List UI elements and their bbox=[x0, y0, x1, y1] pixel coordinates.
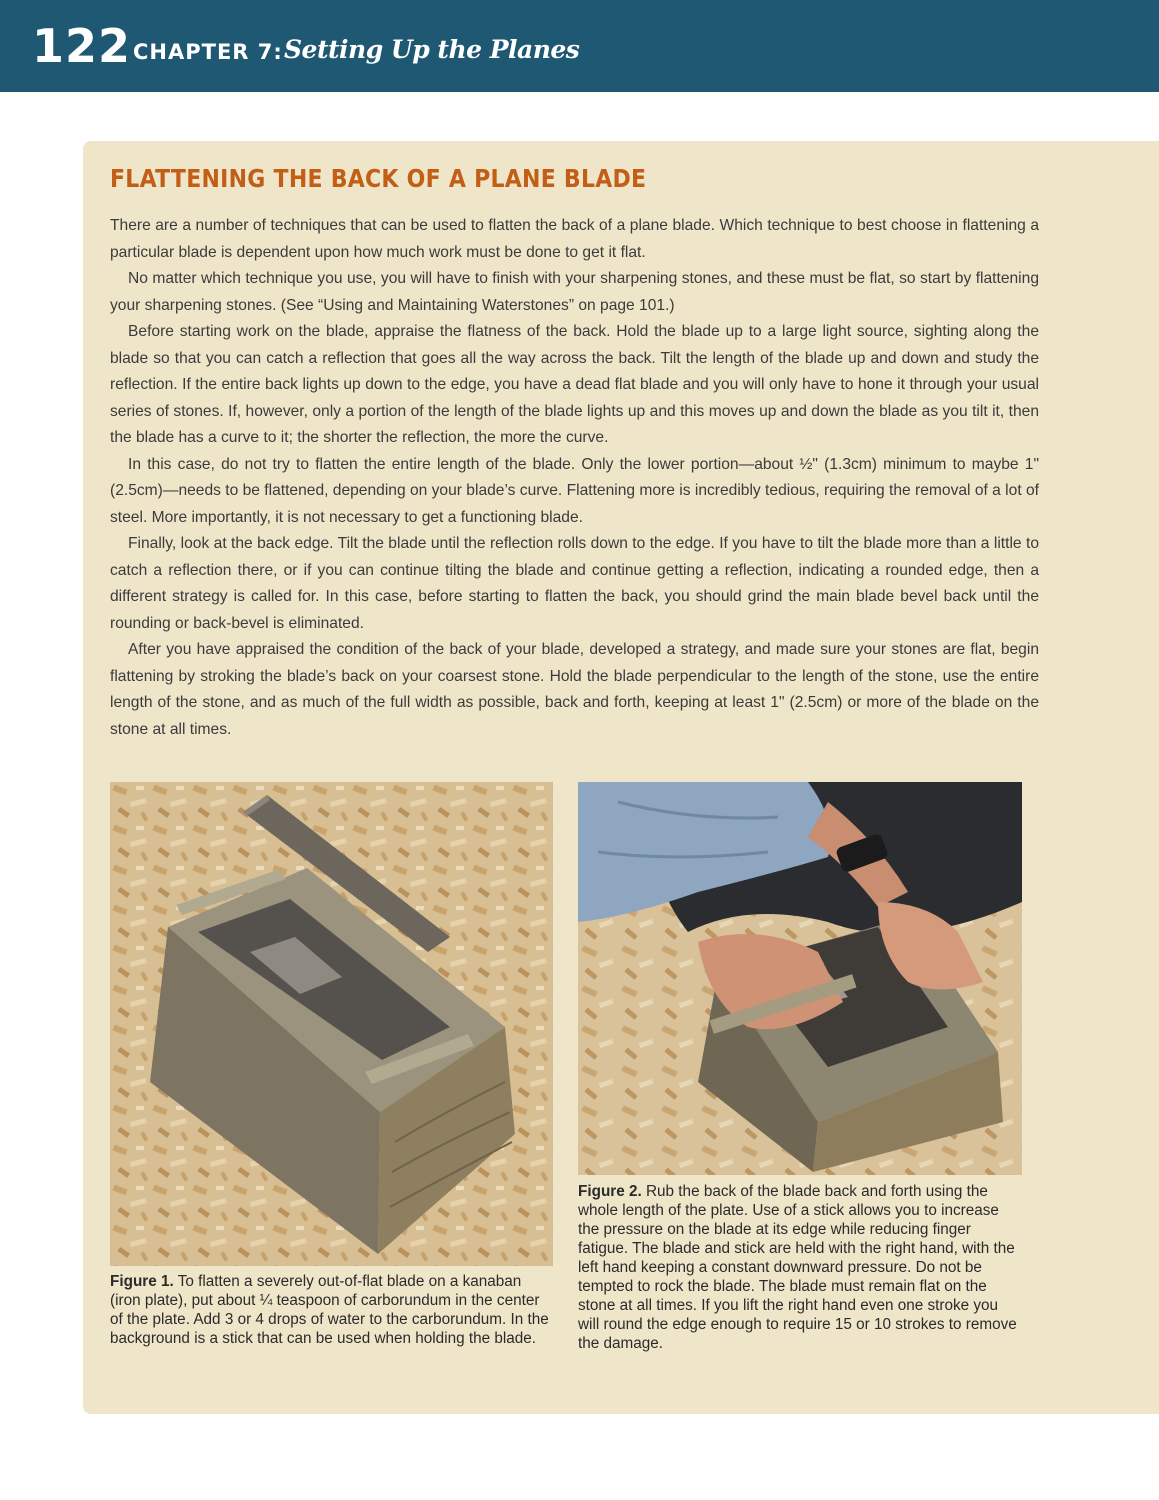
paragraph: Finally, look at the back edge. Tilt the blade until the reflection rolls down to the edge. If you have to tilt the blade more than a little to catch a reflection there, or if you can continue tilting the blade and continue getting a reflection, indicating a rounded edge, then a different strategy is called for. In this case, before starting to flatten the back, you should grind the main blade bevel back until the rounding or back-bevel is eliminated. bbox=[110, 535, 1039, 632]
chapter-label: CHAPTER 7: bbox=[133, 40, 283, 64]
figure-1-caption bbox=[110, 1272, 550, 1348]
paragraph: There are a number of techniques that can be used to flatten the back of a plane blade. Which technique to best choose in flattening a particular blade is dependent upon how much work must be done to get it flat. bbox=[110, 217, 1039, 261]
figure-2-caption-text: Rub the back of the blade back and forth using the whole length of the plate. Use of a stick allows you to increase the pressure on the blade at its edge while reducing finger fatigue. The blade and stick are held with the right hand, with the left hand keeping a constant downward pressure. Do not be tempted to rock the blade. The blade must remain flat on the stone at all times. If you lift the right hand even one stroke you will round the edge enough to require 15 or 10 strokes to remove the damage. bbox=[578, 1183, 1017, 1352]
section-title: FLATTENING THE BACK OF A PLANE BLADE bbox=[110, 164, 647, 193]
page-number: 122 bbox=[32, 19, 132, 73]
paragraph: No matter which technique you use, you will have to finish with your sharpening stones, and these must be flat, so start by flattening your sharpening stones. (See “Using and Maintaining Waterstones” on page 101.) bbox=[110, 270, 1039, 314]
figure-1-label: Figure 1. bbox=[110, 1273, 174, 1290]
figure-2-label: Figure 2. bbox=[578, 1183, 642, 1200]
figure-2-photo bbox=[578, 782, 1022, 1175]
paragraph: After you have appraised the condition of the back of your blade, developed a strategy, and made sure your stones are flat, begin flattening by stroking the blade’s back on your coarsest stone. Hold the blade perpendicular to the length of the stone, use the entire length of the stone, and as much of the full width as possible, back and forth, keeping at least 1" (2.5cm) or more of the blade on the stone at all times. bbox=[110, 641, 1039, 738]
paragraph: In this case, do not try to flatten the entire length of the blade. Only the lower portion—about ½" (1.3cm) minimum to maybe 1" (2.5cm)—needs to be flattened, depending on your blade’s curve. Flattening more is incredibly tedious, requiring the removal of a lot of steel. More importantly, it is not necessary to get a functioning blade. bbox=[110, 455, 1039, 526]
figure-2-caption bbox=[578, 1182, 1023, 1353]
body-text bbox=[110, 213, 1039, 743]
page-header bbox=[0, 0, 1159, 92]
chapter-title: Setting Up the Planes bbox=[284, 35, 580, 64]
figure-1-caption-text: To flatten a severely out-of-flat blade on a kanaban (iron plate), put about ¼ teaspoon of carborundum in the center of the plate. Add 3 or 4 drops of water to the carborundum. In the background is a stick that can be used when holding the blade. bbox=[110, 1273, 549, 1347]
paragraph: Before starting work on the blade, appraise the flatness of the back. Hold the blade up to a large light source, sighting along the blade so that you can catch a reflection that goes all the way across the back. Tilt the length of the blade up and down and study the reflection. If the entire back lights up down to the edge, you have a dead flat blade and you will only have to hone it through your usual series of stones. If, however, only a portion of the length of the blade lights up and this moves up and down the blade as you tilt it, then the blade has a curve to it; the shorter the reflection, the more the curve. bbox=[110, 323, 1039, 446]
figure-1-photo bbox=[110, 782, 553, 1266]
